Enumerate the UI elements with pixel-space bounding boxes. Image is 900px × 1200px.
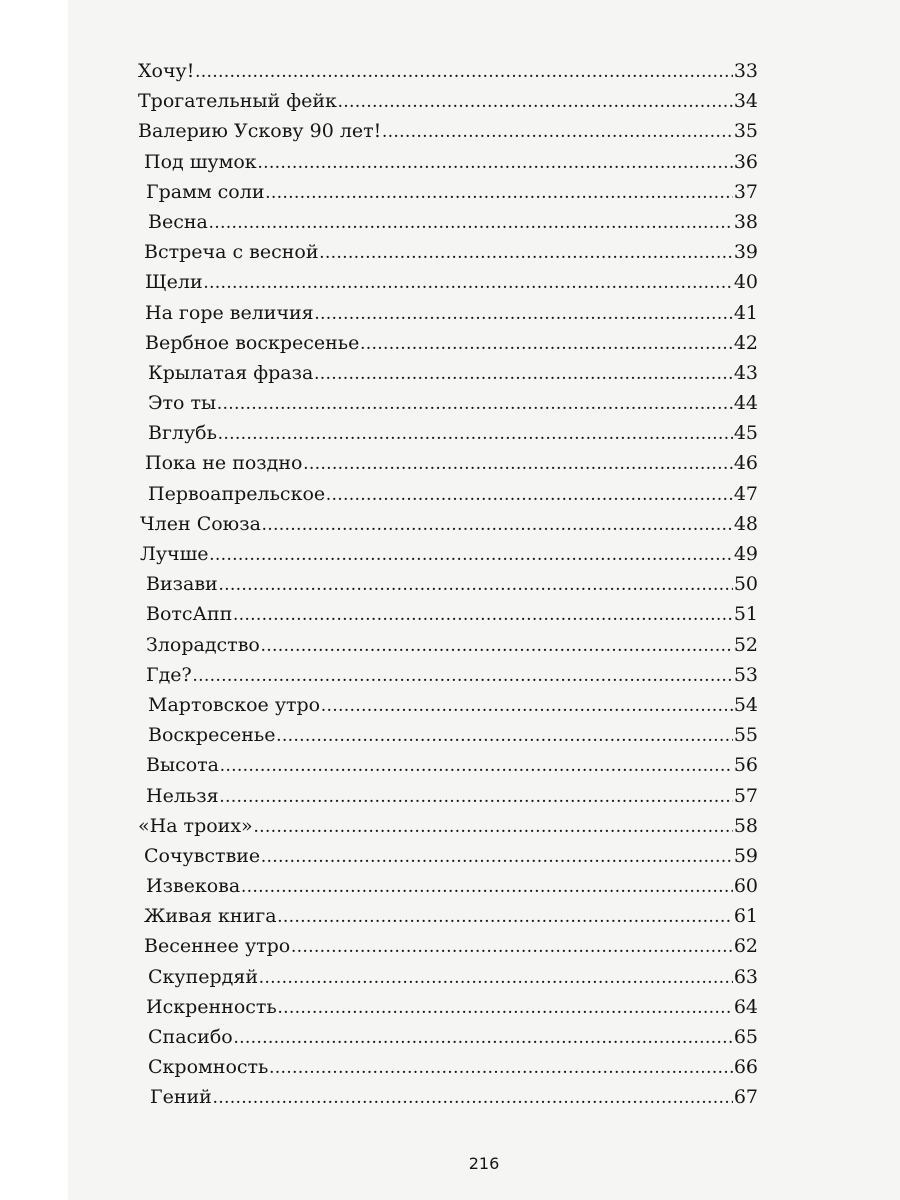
toc-entry-page: 67	[733, 1086, 758, 1109]
toc-entry	[138, 392, 758, 422]
toc-entry	[138, 634, 758, 664]
toc-entry-title: Сочувствие	[144, 844, 261, 867]
toc-entry-page: 49	[733, 543, 758, 565]
toc-entry-title: Визави	[146, 573, 218, 596]
toc-entry-page: 65	[733, 1026, 758, 1048]
toc-entry-title: Трогательный фейк	[138, 90, 337, 113]
toc-entry	[138, 603, 758, 633]
toc-entry-title: Член Союза	[140, 512, 261, 535]
toc-entry-page: 33	[733, 60, 758, 82]
toc-entry-page: 48	[733, 512, 758, 535]
toc-entry-page: 51	[733, 603, 758, 626]
toc-entry	[138, 332, 758, 362]
toc-entry-title: Скромность	[148, 1056, 269, 1079]
dot-leader	[269, 1057, 732, 1079]
toc-entry-page: 61	[733, 905, 758, 928]
dot-leader	[360, 333, 732, 355]
toc-entry-title: Нельзя	[146, 784, 219, 807]
dot-leader	[204, 272, 733, 294]
toc-entry-title: Весеннее утро	[144, 935, 291, 958]
toc-entry	[138, 271, 758, 301]
dot-leader	[241, 876, 733, 898]
toc-entry	[138, 452, 758, 482]
dot-leader	[265, 182, 732, 204]
toc-entry-title: Искренность	[146, 995, 277, 1018]
dot-leader	[261, 635, 733, 657]
toc-entry-title: Воскресенье	[148, 724, 276, 747]
toc-entry-title: Щели	[145, 271, 203, 294]
toc-entry-page: 38	[733, 210, 758, 233]
toc-entry	[138, 996, 758, 1026]
toc-entry-title: Крылатая фраза	[148, 361, 314, 384]
toc-entry	[138, 694, 758, 724]
toc-entry	[138, 60, 758, 90]
dot-leader	[195, 61, 732, 83]
toc-entry-page: 34	[733, 90, 758, 113]
dot-leader	[315, 303, 733, 325]
dot-leader	[278, 906, 733, 928]
dot-leader	[259, 967, 733, 989]
toc-entry-page: 46	[733, 452, 758, 475]
toc-entry-page: 62	[733, 935, 758, 958]
toc-entry-page: 37	[733, 180, 758, 203]
dot-leader	[258, 152, 733, 174]
toc-entry	[138, 875, 758, 905]
dot-leader	[209, 212, 733, 234]
toc-entry-title: Скупердяй	[148, 965, 259, 988]
dot-leader	[220, 786, 733, 808]
page-number: 216	[468, 1154, 500, 1173]
toc-entry-title: Высота	[146, 754, 220, 777]
toc-entry-page: 41	[733, 301, 758, 324]
toc-entry-page: 59	[733, 844, 758, 867]
toc-entry	[138, 1026, 758, 1056]
toc-entry	[138, 483, 758, 513]
dot-leader	[338, 91, 733, 113]
toc-entry-page: 44	[733, 392, 758, 415]
toc-entry-title: Вербное воскресенье	[145, 331, 360, 354]
toc-entry	[138, 211, 758, 241]
table-of-contents	[138, 60, 758, 1117]
dot-leader	[314, 363, 733, 385]
toc-entry-page: 55	[733, 724, 758, 747]
toc-entry-title: Весна	[148, 210, 208, 233]
toc-entry	[138, 543, 758, 573]
toc-entry-page: 35	[733, 120, 758, 143]
dot-leader	[254, 816, 733, 838]
toc-entry-page: 39	[733, 241, 758, 264]
toc-entry-page: 60	[733, 875, 758, 898]
dot-leader	[276, 725, 732, 747]
toc-entry	[138, 513, 758, 543]
toc-entry	[138, 785, 758, 815]
dot-leader	[382, 121, 733, 143]
toc-entry	[138, 1056, 758, 1086]
toc-entry-page: 63	[733, 965, 758, 988]
toc-entry-title: Первоапрельское	[148, 482, 326, 505]
toc-entry	[138, 302, 758, 332]
dot-leader	[220, 755, 733, 777]
toc-entry-page: 50	[733, 573, 758, 596]
toc-entry-page: 43	[733, 361, 758, 384]
toc-entry-title: Лучше	[140, 543, 209, 565]
toc-entry	[138, 664, 758, 694]
toc-entry-page: 64	[733, 995, 758, 1018]
toc-entry-title: Вглубь	[148, 422, 217, 445]
toc-entry-page: 58	[733, 814, 758, 837]
dot-leader	[303, 453, 732, 475]
toc-entry	[138, 362, 758, 392]
dot-leader	[321, 695, 733, 717]
toc-entry-title: Хочу!	[138, 60, 195, 82]
toc-entry-page: 42	[733, 331, 758, 354]
toc-entry	[138, 151, 758, 181]
toc-entry	[138, 573, 758, 603]
toc-entry	[138, 422, 758, 452]
toc-entry-title: Встреча с весной	[144, 241, 319, 264]
toc-entry-page: 54	[733, 693, 758, 716]
toc-entry-title: Это ты	[148, 392, 217, 415]
toc-entry-page: 36	[733, 150, 758, 173]
dot-leader	[213, 1087, 733, 1109]
toc-entry-page: 40	[733, 271, 758, 294]
toc-entry-title: Спасибо	[148, 1026, 233, 1048]
toc-entry-title: Где?	[146, 663, 192, 686]
dot-leader	[319, 242, 732, 264]
toc-entry-page: 53	[733, 663, 758, 686]
dot-leader	[291, 936, 733, 958]
dot-leader	[233, 604, 733, 626]
dot-leader	[219, 574, 733, 596]
toc-entry-page: 47	[733, 482, 758, 505]
toc-entry-title: Гений	[150, 1086, 212, 1109]
toc-entry	[138, 905, 758, 935]
toc-entry	[138, 815, 758, 845]
toc-entry-page: 57	[733, 784, 758, 807]
book-page	[68, 0, 900, 1200]
dot-leader	[261, 846, 733, 868]
toc-entry-title: Грамм соли	[146, 180, 265, 203]
dot-leader	[278, 997, 733, 1019]
toc-entry	[138, 181, 758, 211]
toc-entry-title: Под шумок	[144, 150, 257, 173]
toc-entry	[138, 754, 758, 784]
dot-leader	[193, 665, 733, 687]
toc-entry-title: ВотсАпп	[146, 603, 233, 626]
dot-leader	[210, 544, 733, 566]
toc-entry-title: Злорадство	[146, 633, 260, 656]
dot-leader	[262, 514, 733, 536]
toc-entry	[138, 966, 758, 996]
toc-entry-title: Валерию Ускову 90 лет!	[138, 120, 382, 143]
toc-entry-title: Живая книга	[144, 905, 277, 928]
toc-entry-title: «На троих»	[138, 814, 253, 837]
toc-entry-title: Пока не поздно	[145, 452, 303, 475]
dot-leader	[218, 423, 733, 445]
toc-entry-page: 56	[733, 754, 758, 777]
toc-entry	[138, 120, 758, 150]
toc-entry-page: 66	[733, 1056, 758, 1079]
toc-entry-page: 45	[733, 422, 758, 445]
toc-entry	[138, 845, 758, 875]
toc-entry	[138, 724, 758, 754]
toc-entry-title: Мартовское утро	[148, 693, 321, 716]
toc-entry-title: На горе величия	[145, 301, 314, 324]
toc-entry	[138, 935, 758, 965]
toc-entry-page: 52	[733, 633, 758, 656]
dot-leader	[217, 393, 733, 415]
dot-leader	[234, 1027, 733, 1049]
toc-entry-title: Извекова	[146, 875, 241, 898]
dot-leader	[326, 484, 733, 506]
toc-entry	[138, 1086, 758, 1116]
toc-entry	[138, 241, 758, 271]
toc-entry	[138, 90, 758, 120]
